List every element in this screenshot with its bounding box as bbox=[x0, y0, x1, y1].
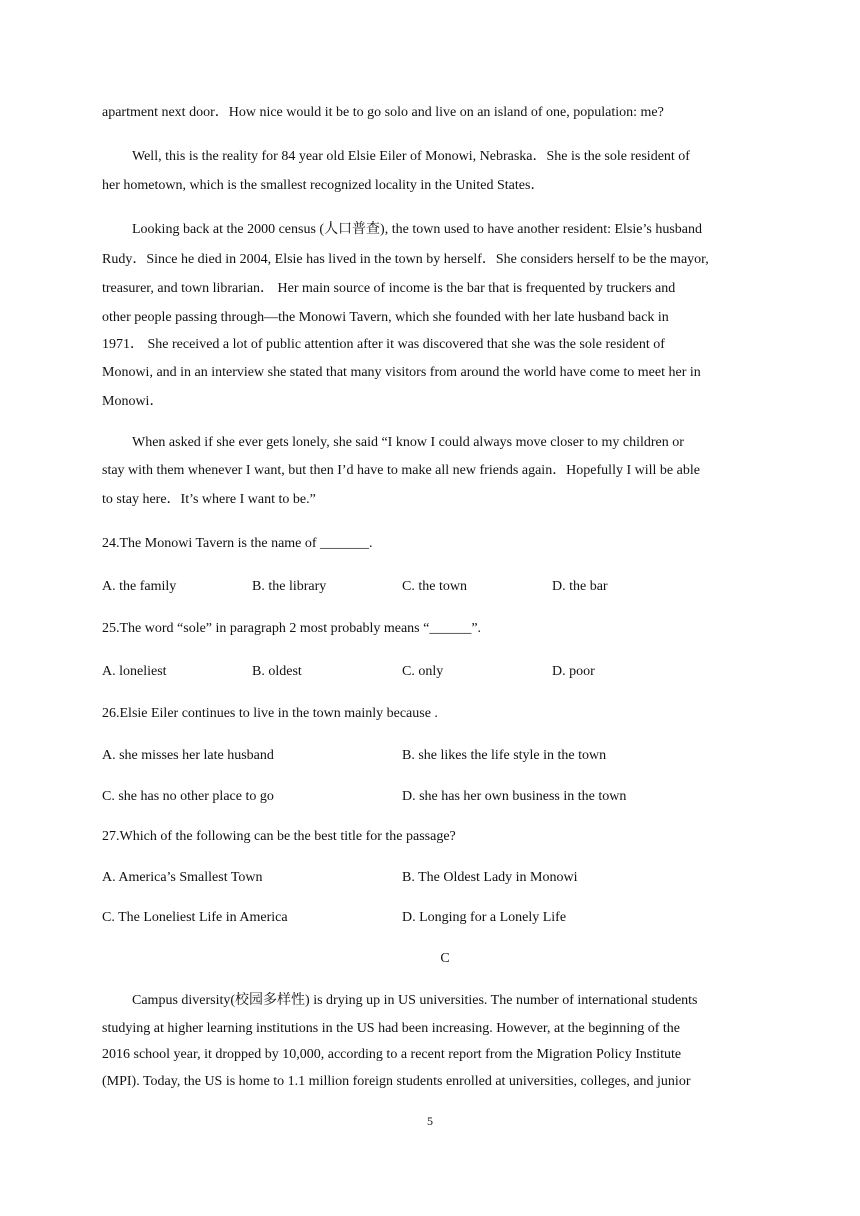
passage-line: apartment next door．How nice would it be to go solo and live on an island of one, population: me? bbox=[102, 105, 664, 120]
passage-line: When asked if she ever gets lonely, she said “I know I could always move closer to my children or bbox=[132, 435, 684, 450]
passage-line: Monowi． bbox=[102, 394, 164, 409]
passage-line: Campus diversity(校园多样性) is drying up in US universities. The number of international students bbox=[132, 993, 698, 1008]
passage-line: 1971． She received a lot of public attention after it was discovered that she was the sole resident of bbox=[102, 337, 665, 352]
option-c: C. the town bbox=[402, 579, 467, 594]
option-d: D. she has her own business in the town bbox=[402, 789, 627, 804]
option-c: C. only bbox=[402, 664, 444, 679]
passage-line: her hometown, which is the smallest recognized locality in the United States． bbox=[102, 178, 545, 193]
question-stem: 24.The Monowi Tavern is the name of _______. bbox=[102, 536, 373, 551]
passage-line: Well, this is the reality for 84 year old Elsie Eiler of Monowi, Nebraska．She is the sole resident of bbox=[132, 149, 690, 164]
page-number: 5 bbox=[427, 1114, 433, 1128]
option-b: B. she likes the life style in the town bbox=[402, 748, 607, 763]
passage-line: stay with them whenever I want, but then I’d have to make all new friends again．Hopefully I will be able bbox=[102, 463, 700, 478]
passage-line: studying at higher learning institutions in the US had been increasing. However, at the beginning of the bbox=[102, 1021, 680, 1036]
passage-line: 2016 school year, it dropped by 10,000, according to a recent report from the Migration Policy Institute bbox=[102, 1047, 682, 1062]
option-a: A. loneliest bbox=[102, 664, 167, 679]
option-b: B. the library bbox=[252, 579, 327, 594]
passage-line: Rudy．Since he died in 2004, Elsie has lived in the town by herself．She considers herself to be the mayor, bbox=[102, 252, 709, 267]
option-b: B. oldest bbox=[252, 664, 302, 679]
passage-line: Looking back at the 2000 census (人口普查), the town used to have another resident: Elsie’s husband bbox=[132, 222, 702, 237]
question-stem: 27.Which of the following can be the best title for the passage? bbox=[102, 829, 456, 844]
option-d: D. the bar bbox=[552, 579, 608, 594]
section-heading: C bbox=[440, 951, 450, 966]
passage-line: other people passing through—the Monowi Tavern, which she founded with her late husband back in bbox=[102, 310, 669, 325]
option-c: C. The Loneliest Life in America bbox=[102, 910, 288, 925]
option-a: A. she misses her late husband bbox=[102, 748, 274, 763]
option-d: D. poor bbox=[552, 664, 595, 679]
option-c: C. she has no other place to go bbox=[102, 789, 274, 804]
passage-line: to stay here．It’s where I want to be.” bbox=[102, 492, 316, 507]
passage-line: (MPI). Today, the US is home to 1.1 million foreign students enrolled at universities, colleges, and junior bbox=[102, 1074, 691, 1089]
question-stem: 26.Elsie Eiler continues to live in the town mainly because . bbox=[102, 706, 438, 721]
passage-line: Monowi, and in an interview she stated that many visitors from around the world have come to meet her in bbox=[102, 365, 701, 380]
option-a: A. the family bbox=[102, 579, 177, 594]
option-a: A. America’s Smallest Town bbox=[102, 870, 263, 885]
passage-line: treasurer, and town librarian． Her main source of income is the bar that is frequented by truckers and bbox=[102, 281, 676, 296]
option-b: B. The Oldest Lady in Monowi bbox=[402, 870, 578, 885]
option-d: D. Longing for a Lonely Life bbox=[402, 910, 567, 925]
question-stem: 25.The word “sole” in paragraph 2 most probably means “______”. bbox=[102, 621, 482, 636]
